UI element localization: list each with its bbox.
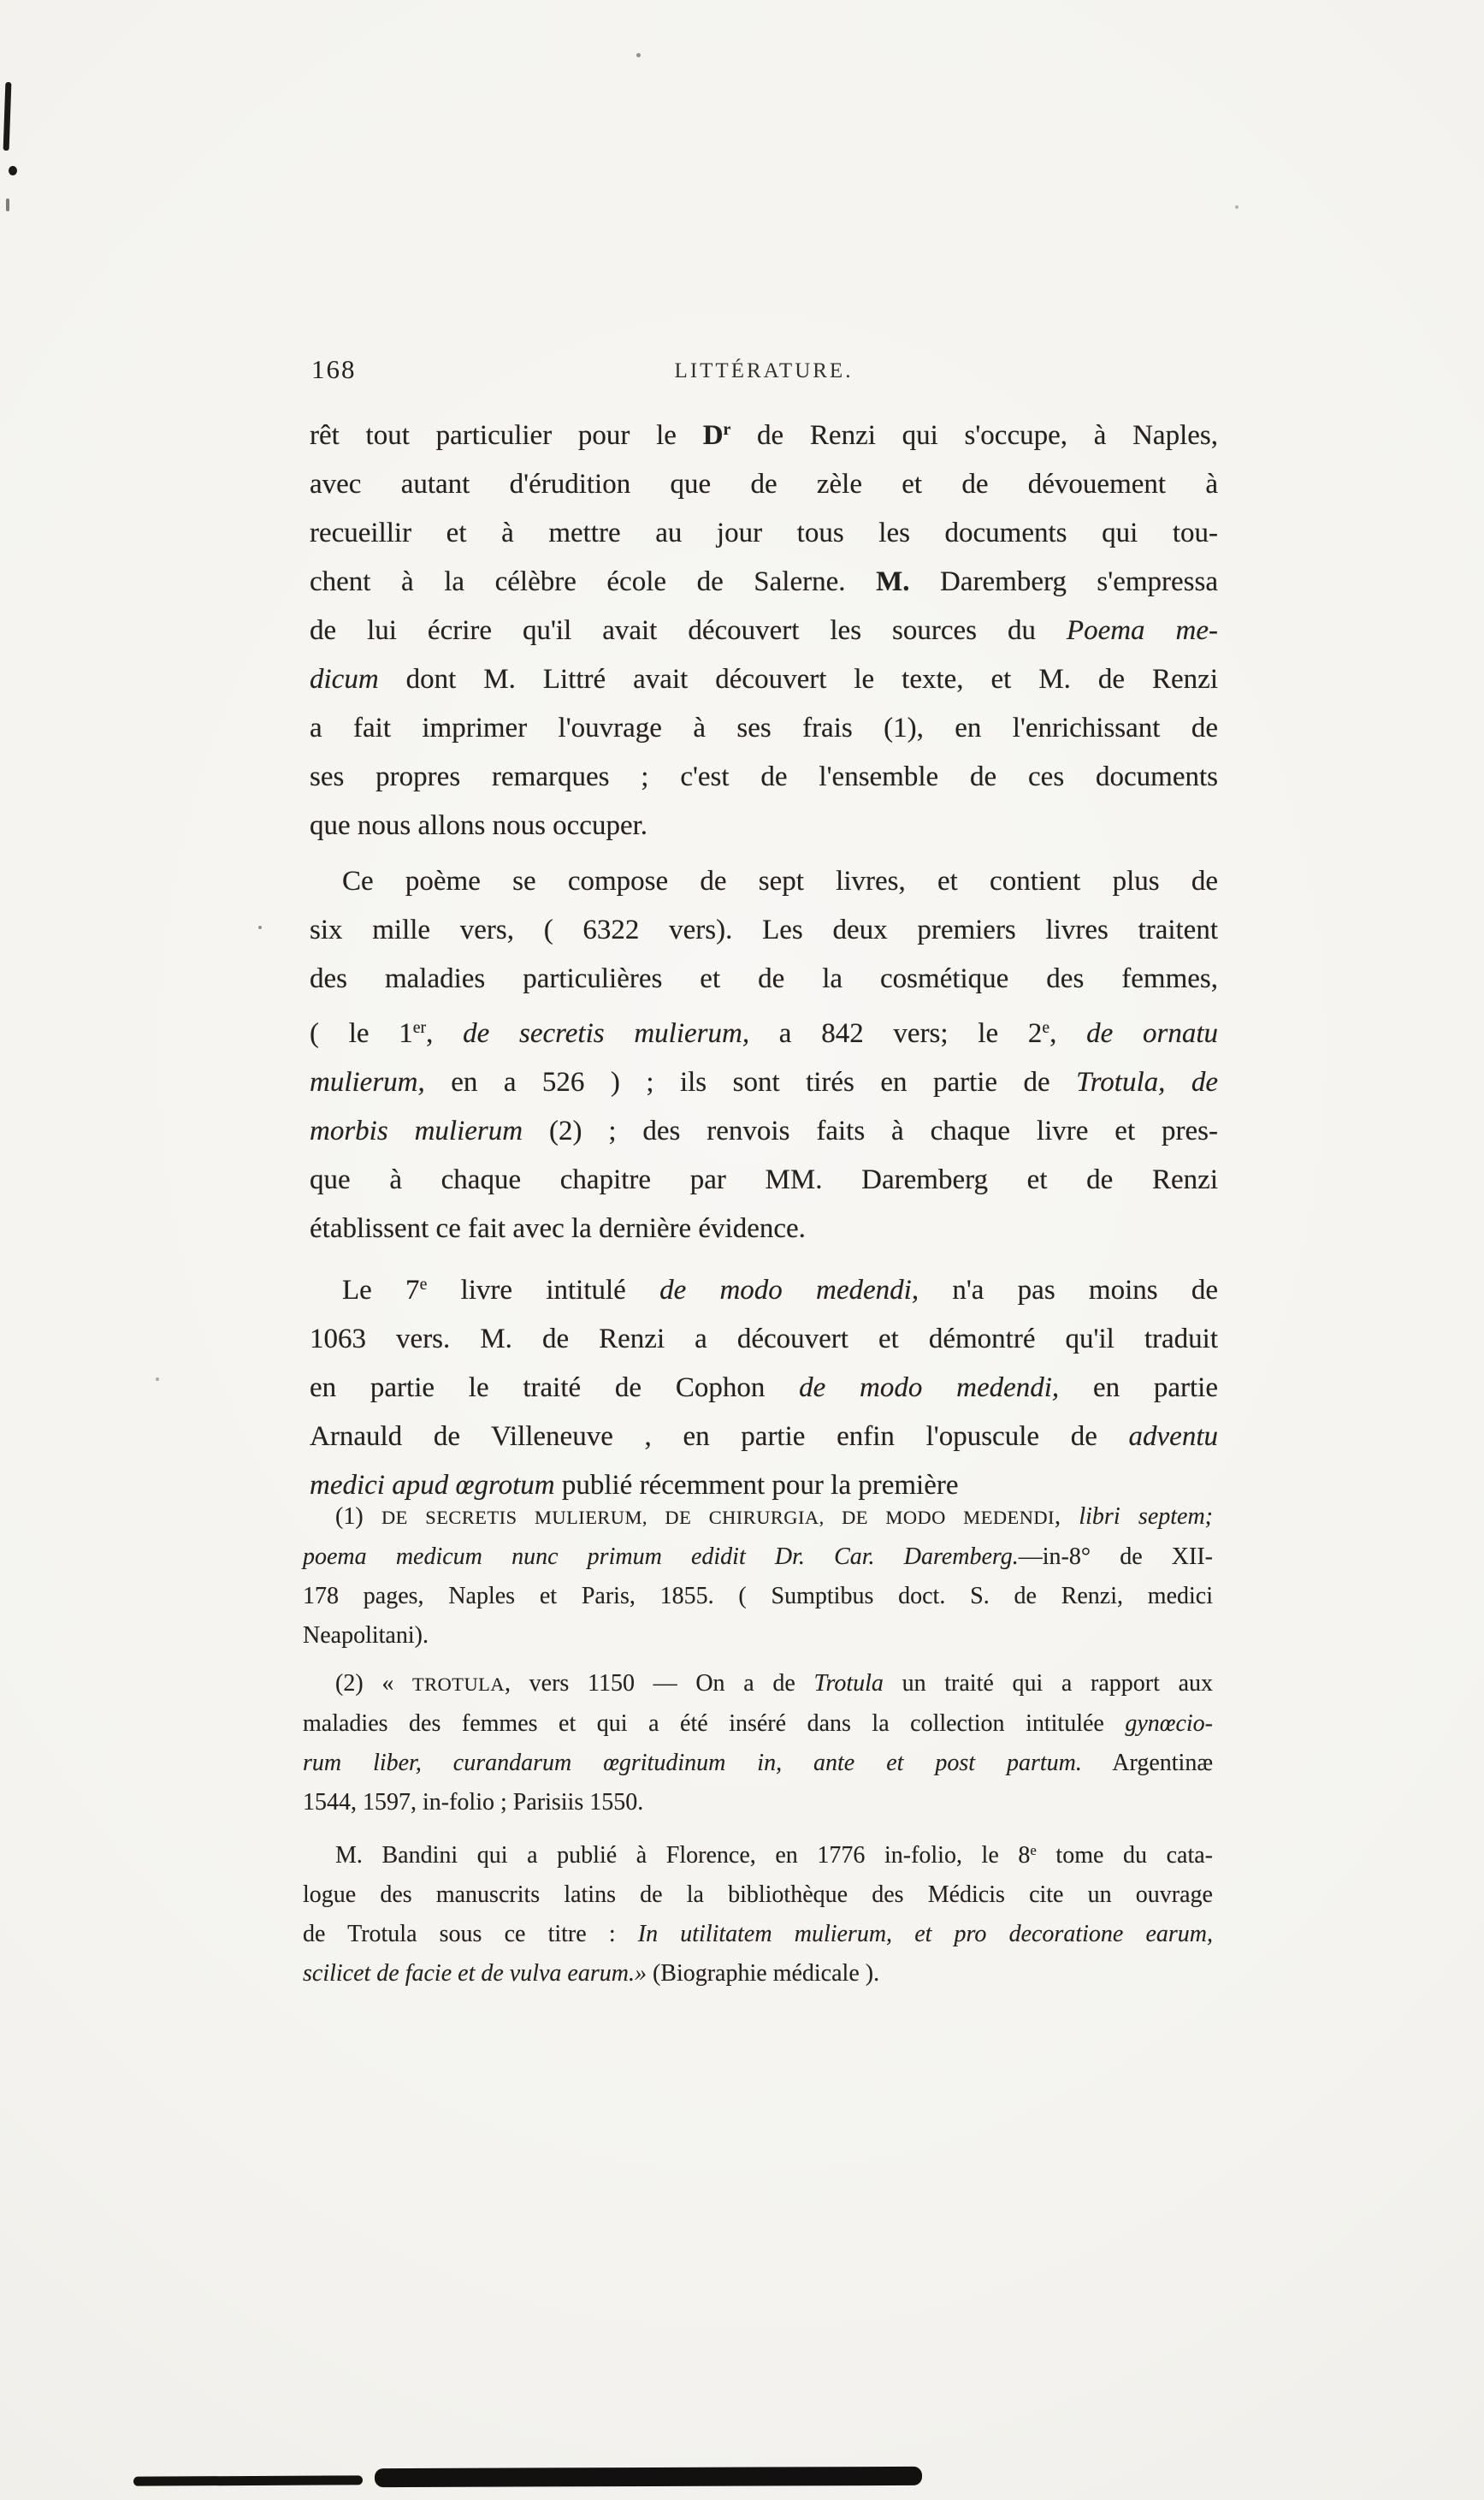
text-line: chent à la célèbre école de Salerne. M. Daremberg s'empressa xyxy=(310,566,1218,597)
text-line: M. Bandini qui a publié à Florence, en 1776 in-folio, le 8e tome du cata- xyxy=(335,1842,1214,1869)
text-line: ( le 1er, de secretis mulierum, a 842 vers; le 2e, de ornatu xyxy=(310,1017,1219,1049)
scan-speck xyxy=(1235,205,1239,209)
text-line: maladies des femmes et qui a été inséré dans la collection intitulée gynœcio- xyxy=(303,1710,1213,1737)
text-line: dicum dont M. Littré avait découvert le texte, et M. de Renzi xyxy=(310,663,1218,695)
text-line: que nous allons nous occuper. xyxy=(310,809,648,841)
footnote-2-continued xyxy=(303,1831,1213,1993)
text-line: 1544, 1597, in-folio ; Parisiis 1550. xyxy=(303,1789,644,1816)
footnote-2 xyxy=(303,1664,1213,1822)
text-line: ses propres remarques ; c'est de l'ensemble de ces documents xyxy=(310,761,1218,792)
text-line: avec autant d'érudition que de zèle et de dévouement à xyxy=(310,468,1218,500)
text-line: medici apud œgrotum publié récemment pour la première xyxy=(310,1469,959,1501)
page-header xyxy=(310,354,1218,392)
text-line: Arnauld de Villeneuve , en partie enfin l'opuscule de adventu xyxy=(310,1420,1218,1452)
text-line: 1063 vers. M. de Renzi a découvert et démontré qu'il traduit xyxy=(310,1323,1218,1354)
text-line: Ce poème se compose de sept livres, et contient plus de xyxy=(342,865,1218,897)
text-line: Le 7e livre intitulé de modo medendi, n'a pas moins de xyxy=(342,1274,1218,1306)
bottom-ink-smudge-left xyxy=(133,2475,363,2485)
text-line: a fait imprimer l'ouvrage à ses frais (1), en l'enrichissant de xyxy=(310,712,1218,743)
text-line: mulierum, en a 526 ) ; ils sont tirés en partie de Trotula, de xyxy=(310,1066,1219,1098)
text-line: (1) DE SECRETIS MULIERUM, DE CHIRURGIA, DE MODO MEDENDI, libri septem; xyxy=(335,1503,1214,1530)
text-line: établissent ce fait avec la dernière évidence. xyxy=(310,1212,806,1244)
scan-speck xyxy=(258,926,262,929)
text-line: rum liber, curandarum œgritudinum in, ante et post partum. Argentinæ xyxy=(303,1750,1214,1776)
text-line: Neapolitani). xyxy=(303,1622,429,1649)
text-line: de Trotula sous ce titre : In utilitatem mulierum, et pro decoratione earum, xyxy=(303,1921,1213,1948)
text-line: morbis mulierum (2) ; des renvois faits à chaque livre et pres- xyxy=(310,1115,1218,1146)
text-line: poema medicum nunc primum edidit Dr. Car. Daremberg.—in-8° de XII- xyxy=(303,1543,1213,1570)
page-number: 168 xyxy=(311,354,357,384)
footnotes-section xyxy=(303,1497,1213,1993)
bottom-ink-smudge-right xyxy=(375,2467,922,2487)
paragraph-3 xyxy=(310,1260,1218,1510)
scan-artifact-edge-stroke xyxy=(3,82,12,151)
scan-artifact-tick xyxy=(6,198,9,211)
text-line: des maladies particulières et de la cosmétique des femmes, xyxy=(310,963,1218,994)
text-line: six mille vers, ( 6322 vers). Les deux premiers livres traitent xyxy=(310,914,1218,945)
body-text xyxy=(310,406,1218,1510)
text-line: en partie le traité de Cophon de modo medendi, en partie xyxy=(310,1371,1218,1403)
scan-artifact-dot xyxy=(9,166,17,175)
text-line: de lui écrire qu'il avait découvert les sources du Poema me- xyxy=(310,614,1218,646)
text-line: rêt tout particulier pour le $D^r$ de Renzi qui s'occupe, à Naples, xyxy=(310,419,1218,451)
scan-speck xyxy=(156,1377,159,1381)
paragraph-1 xyxy=(310,406,1218,850)
text-line: scilicet de facie et de vulva earum.» (Biographie médicale ). xyxy=(303,1960,880,1988)
text-line: recueillir et à mettre au jour tous les documents qui tou- xyxy=(310,517,1218,548)
text-line: 178 pages, Naples et Paris, 1855. ( Sumptibus doct. S. de Renzi, medici xyxy=(303,1583,1213,1609)
scan-speck xyxy=(636,53,641,57)
text-line: (2) « TROTULA, vers 1150 — On a de Trotula un traité qui a rapport aux xyxy=(335,1670,1213,1697)
text-line: logue des manuscrits latins de la bibliothèque des Médicis cite un ouvrage xyxy=(303,1881,1213,1909)
paragraph-2 xyxy=(310,857,1218,1253)
running-header: LITTÉRATURE. xyxy=(674,359,854,382)
footnote-1 xyxy=(303,1497,1213,1656)
text-line: que à chaque chapitre par MM. Daremberg et de Renzi xyxy=(310,1164,1218,1195)
